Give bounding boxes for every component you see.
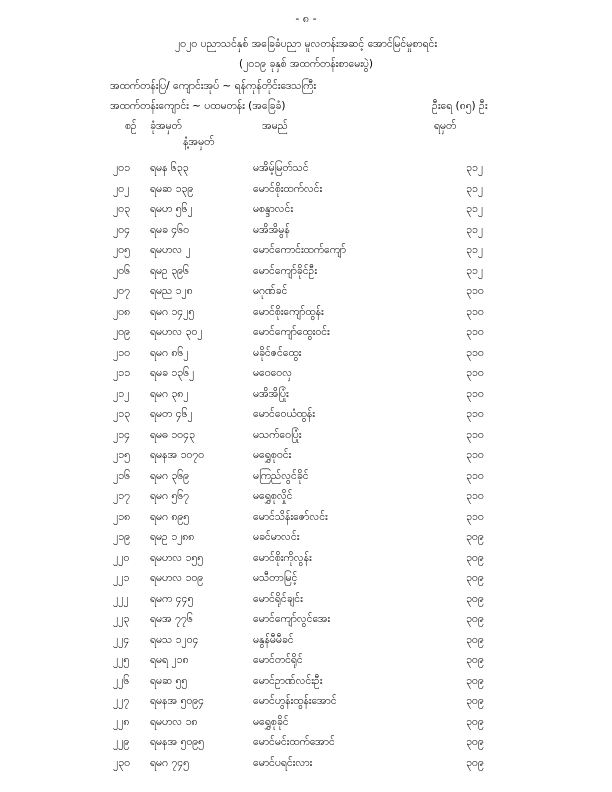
marks-cell: ၃၀၉: [466, 756, 484, 769]
table-row: [0, 326, 612, 347]
table-row: [0, 183, 612, 204]
name-cell: မောင်စိုးကိုလွန်း: [253, 551, 312, 564]
table-row: [0, 224, 612, 245]
marks-cell: ၃၀၉: [466, 654, 484, 666]
marks-cell: ၃၁၀: [466, 346, 484, 359]
roll-number-cell: ရမနအ ၅၀၉၄: [150, 695, 205, 707]
roll-number-cell: ရမဟ ၅၆၂: [150, 203, 193, 215]
column-header-name: အမည်: [262, 120, 288, 132]
table-row: [0, 634, 612, 655]
roll-number-cell: ရမသ ၁၂၀၄: [150, 633, 199, 646]
serial-number-cell: ၂၁၃: [113, 408, 130, 420]
marks-cell: ၃၁၀: [466, 428, 484, 441]
roll-number-cell: ရမဂ ၃၆၉: [150, 469, 190, 482]
column-header-no: စဉ်: [125, 120, 137, 132]
marks-cell: ၃၁၀: [466, 285, 484, 297]
name-cell: မအိအိပြုံး: [253, 387, 289, 400]
name-cell: မောင်မင်းထက်အောင်: [253, 736, 335, 748]
roll-number-cell: ရမဟလ ၂: [150, 244, 191, 256]
name-cell: မောင်ကျော်ခိုင်ဦး: [253, 264, 318, 277]
document-title: ၂၀၂၀ ပညာသင်နှစ် အခြေခံပညာ မူလတန်းအဆင့် အောင်မြင်မှုစာရင်း: [175, 38, 437, 50]
serial-number-cell: ၂၂၃: [113, 613, 130, 625]
serial-number-cell: ၂၂၅: [113, 654, 130, 666]
name-cell: မအိအိမွန်: [253, 223, 290, 236]
table-row: [0, 613, 612, 634]
roll-number-cell: ရမဆ ၁၃၉: [150, 182, 194, 195]
table-row: [0, 306, 612, 327]
roll-number-cell: ရမဂ ၃၈၂: [150, 387, 189, 400]
marks-cell: ၃၀၉: [466, 736, 484, 748]
table-row: [0, 511, 612, 532]
roll-number-cell: ရမဥ ၁၂၈၈: [150, 531, 195, 543]
document-subtitle: (၂၀၁၉ ခုနှစ် အထက်တန်းစာမေးပွဲ): [239, 58, 373, 70]
roll-number-cell: ရမဂ ၅၆၇: [150, 490, 190, 502]
table-row: [0, 593, 612, 614]
serial-number-cell: ၂၂၆: [113, 674, 130, 687]
marks-cell: ၃၀၉: [466, 592, 484, 605]
table-row: [0, 347, 612, 368]
marks-cell: ၃၁၂: [466, 203, 483, 215]
marks-cell: ၃၁၀: [466, 408, 484, 420]
table-row: [0, 716, 612, 737]
table-row: [0, 675, 612, 696]
roll-number-cell: ရမဥ ၃၉၆: [150, 264, 189, 277]
table-row: [0, 757, 612, 778]
table-row: [0, 470, 612, 491]
name-cell: မခိုင်ဇင်ထွေး: [253, 346, 302, 359]
name-cell: မောင်ရိုင်ချင်း: [253, 592, 303, 605]
table-row: [0, 695, 612, 716]
roll-number-cell: ရမတ ၄၆၂: [150, 408, 193, 420]
office-heading: အထက်တန်းကျောင်း ~ ပထမတန်း (အခြေခံ): [110, 100, 286, 112]
serial-number-cell: ၂၂၇: [113, 695, 130, 707]
roll-number-cell: ရမဂ ၈၆၂: [150, 346, 189, 359]
table-row: [0, 285, 612, 306]
name-cell: မဂုဏ်ခင်: [253, 285, 288, 297]
name-cell: မစန္ဒာလင်း: [253, 203, 293, 215]
marks-cell: ၃၁၂: [466, 162, 483, 174]
table-row: [0, 490, 612, 511]
roll-number-cell: ရမနအ ၁၀၇၀: [150, 449, 205, 461]
table-row: [0, 572, 612, 593]
serial-number-cell: ၂၂၄: [113, 633, 130, 646]
name-cell: မသက်ဝေပြုံး: [253, 428, 302, 441]
serial-number-cell: ၂၀၂: [113, 182, 130, 195]
marks-cell: ၃၁၀: [466, 305, 484, 318]
serial-number-cell: ၂၁၂: [113, 387, 130, 400]
name-cell: မောင်ဥာဏ်လင်းဦး: [253, 674, 323, 687]
name-cell: မသီတာမြင့်: [253, 572, 298, 584]
marks-cell: ၃၁၀: [466, 387, 484, 400]
name-cell: မရွှေစုခိုင်: [253, 715, 289, 728]
marks-cell: ၃၀၉: [466, 613, 484, 625]
marks-cell: ၃၁၀: [466, 510, 484, 523]
roll-number-cell: ရမဆ ၅၅: [150, 674, 188, 687]
roll-number-cell: ရမည ၁၂၈: [150, 285, 193, 297]
serial-number-cell: ၂၂၈: [113, 715, 130, 728]
marks-cell: ၃၁၀: [466, 449, 484, 461]
serial-number-cell: ၂၂၂: [113, 592, 129, 605]
roll-number-cell: ရမဂ ၇၄၅: [150, 756, 190, 769]
roll-number-cell: ရမန ၆၃၃: [150, 162, 189, 174]
table-row: [0, 429, 612, 450]
column-header-marks: ရမှတ်: [434, 120, 457, 132]
table-row: [0, 408, 612, 429]
name-cell: မောင်စိုးထက်လင်း: [253, 182, 323, 195]
marks-cell: ၃၀၉: [466, 572, 484, 584]
serial-number-cell: ၂၁၆: [113, 469, 130, 482]
roll-number-cell: ရမဟလ ၁၈: [150, 715, 198, 728]
marks-cell: ၃၁၂: [466, 182, 483, 195]
table-row: [0, 388, 612, 409]
name-cell: မနွန်မီမီခင်: [253, 633, 294, 646]
serial-number-cell: ၂၀၇: [113, 285, 130, 297]
serial-number-cell: ၂၁၇: [113, 490, 130, 502]
column-header-roll-line2: နံ့အမှတ်: [183, 136, 215, 148]
roll-number-cell: ရမနအ ၅၀၉၅: [150, 736, 205, 748]
table-row: [0, 736, 612, 757]
name-cell: မအိမ့်မြတ်သင်: [253, 162, 309, 174]
roll-number-cell: ရမက ၄၄၅: [150, 592, 194, 605]
table-row: [0, 654, 612, 675]
roll-number-cell: ရမဟလ ၁၅၅: [150, 551, 204, 564]
table-row: [0, 162, 612, 183]
roll-number-cell: ရမဂ ၁၄၂၅: [150, 305, 195, 318]
marks-cell: ၃၀၉: [466, 633, 484, 646]
marks-cell: ၃၁၂: [466, 264, 483, 277]
marks-cell: ၃၁၀: [466, 367, 484, 379]
marks-cell: ၃၀၉: [466, 715, 484, 728]
serial-number-cell: ၂၀၈: [113, 305, 131, 318]
serial-number-cell: ၂၀၆: [113, 264, 130, 277]
results-table: [0, 162, 612, 777]
serial-number-cell: ၂၁၀: [113, 346, 130, 359]
serial-number-cell: ၂၁၅: [113, 449, 130, 461]
marks-cell: ၃၁၀: [466, 490, 484, 502]
name-cell: မရွှေစုလှိုင်: [253, 490, 293, 502]
serial-number-cell: ၂၀၉: [113, 326, 130, 338]
marks-cell: ၃၀၉: [466, 551, 484, 564]
name-cell: မောင်ကောင်းထက်ကျော်: [253, 244, 347, 256]
name-cell: မောင်ပရင်းလား: [253, 756, 313, 769]
marks-cell: ၃၁၂: [466, 244, 483, 256]
page-number: - ၈ -: [295, 12, 317, 25]
table-row: [0, 265, 612, 286]
serial-number-cell: ၂၀၄: [113, 223, 130, 236]
roll-number-cell: ရမရ ၂၁၈: [150, 654, 189, 666]
name-cell: မကြည်လွင်ခိုင်: [253, 469, 309, 482]
serial-number-cell: ၂၀၅: [113, 244, 130, 256]
serial-number-cell: ၂၂၁: [113, 572, 130, 584]
serial-number-cell: ၂၂၀: [113, 551, 130, 564]
marks-cell: ၃၀၉: [466, 531, 484, 543]
roll-number-cell: ရမဂ ၈၉၅: [150, 510, 190, 523]
table-row: [0, 449, 612, 470]
table-row: [0, 244, 612, 265]
name-cell: မခင်မာလင်း: [253, 531, 300, 543]
table-row: [0, 552, 612, 573]
serial-number-cell: ၂၁၄: [113, 428, 130, 441]
region-heading: အထက်တန်းပြ/ ကျောင်းအုပ် ~ ရန်ကုန်တိုင်းဒေသကြီး: [110, 80, 317, 92]
marks-cell: ၃၀၉: [466, 674, 484, 687]
name-cell: မောင်စိုးကျော်ထွန်း: [253, 305, 324, 318]
table-row: [0, 531, 612, 552]
roll-number-cell: ရမခ ၁၃၆၂: [150, 367, 195, 379]
marks-cell: ၃၀၉: [466, 695, 484, 707]
marks-cell: ၃၁၀: [466, 326, 484, 338]
name-cell: မောင်တင်ရိုင်: [253, 654, 303, 666]
serial-number-cell: ၂၁၉: [113, 531, 130, 543]
serial-number-cell: ၂၁၈: [113, 510, 131, 523]
name-cell: မောင်သိန်းဇော်လင်း: [253, 510, 328, 523]
serial-number-cell: ၂၀၃: [113, 203, 130, 215]
marks-cell: ၃၁၀: [466, 469, 484, 482]
name-cell: မောင်ဝေယံထွန်း: [253, 408, 315, 420]
serial-number-cell: ၂၁၁: [113, 367, 130, 379]
roll-number-cell: ရမဓ ၁၀၄၃: [150, 428, 195, 441]
name-cell: မောင်ကျော်ထွေးဝင်း: [253, 326, 330, 338]
count-heading: ဦးရေ (၈၅) ဦး: [432, 100, 488, 112]
name-cell: မဝေဝေလှ: [253, 367, 293, 379]
name-cell: မရွှေစုဝင်း: [253, 449, 292, 461]
roll-number-cell: ရမဟလ ၃၀၂: [150, 326, 203, 338]
roll-number-cell: ရမခ ၄၆၀: [150, 223, 189, 236]
serial-number-cell: ၂၃၀: [113, 756, 130, 769]
serial-number-cell: ၂၂၉: [113, 736, 130, 748]
name-cell: မောင်ကျော်လွင်အေး: [253, 613, 331, 625]
marks-cell: ၃၁၂: [466, 223, 483, 236]
roll-number-cell: ရမအ ၇၇၆: [150, 613, 193, 625]
table-row: [0, 203, 612, 224]
name-cell: မောင်ဟွန်းထွန်းအောင်: [253, 695, 337, 707]
serial-number-cell: ၂၀၁: [113, 162, 130, 174]
roll-number-cell: ရမဟလ ၁၀၉: [150, 572, 204, 584]
column-header-roll: ခုံအမှတ်: [150, 120, 182, 132]
table-row: [0, 367, 612, 388]
